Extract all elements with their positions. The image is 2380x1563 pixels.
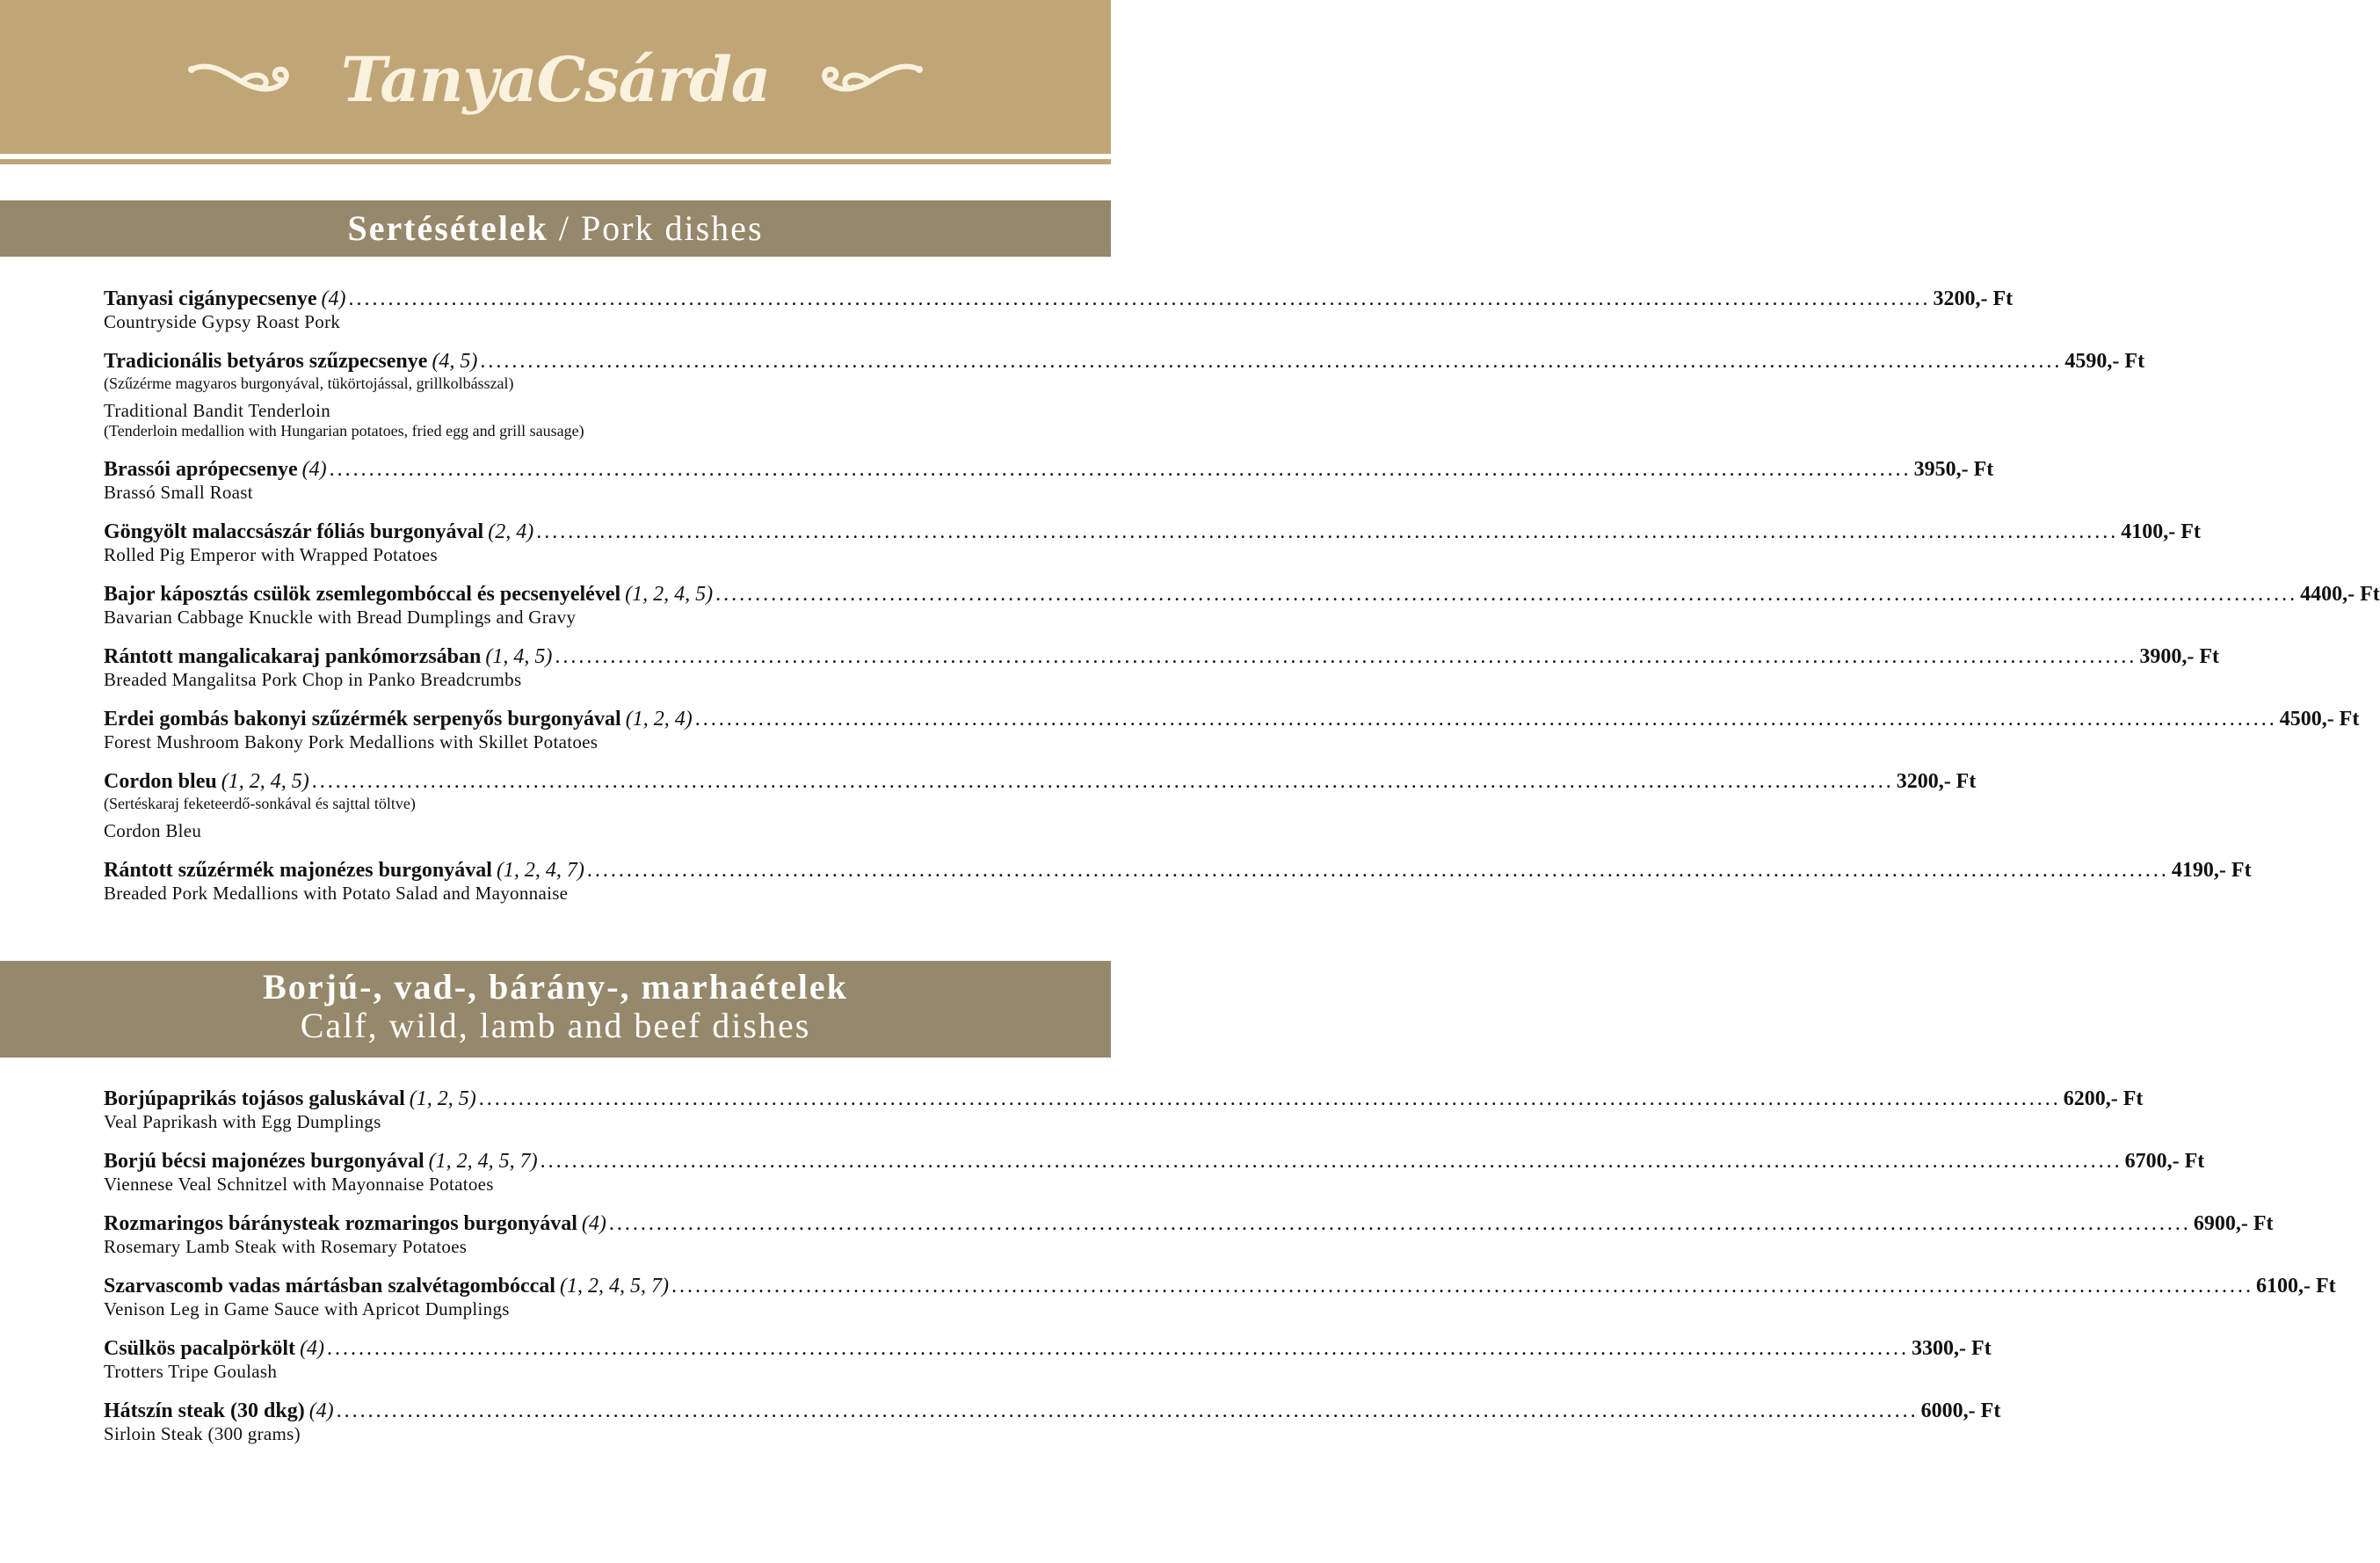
menu-item-line (104, 1399, 2001, 1423)
menu-item (104, 1149, 2205, 1195)
menu-item-line (104, 1087, 2144, 1111)
dish-price: 4400,- Ft (2300, 583, 2380, 606)
dot-leader: ........................................................................................................................................................................................................ (555, 645, 2137, 668)
dish-name: Hátszín steak (30 dkg) (104, 1399, 305, 1422)
dish-description-hu: (Szűzérme magyaros burgonyával, tükörtojással, grillkolbásszal) (104, 374, 514, 392)
dish-description-en: (Tenderloin medallion with Hungarian potatoes, fried egg and grill sausage) (104, 422, 584, 440)
allergen-codes: (1, 2, 4, 5, 7) (428, 1150, 538, 1173)
section-title-hu: Sertésételek (347, 208, 548, 248)
dot-leader: ........................................................................................................................................................................................................ (336, 1399, 1919, 1422)
allergen-codes: (4) (300, 1337, 325, 1360)
dish-name: Bajor káposztás csülök zsemlegombóccal és pecsenyelével (104, 583, 621, 606)
dot-leader: ........................................................................................................................................................................................................ (608, 1212, 2191, 1235)
dish-price: 6900,- Ft (2193, 1212, 2274, 1235)
dish-name: Csülkös pacalpörkölt (104, 1337, 296, 1360)
menu-item-line (104, 858, 2252, 883)
dish-name-en: Countryside Gypsy Roast Pork (104, 311, 341, 332)
dish-name: Brassói aprópecsenye (104, 458, 298, 481)
dot-leader: ........................................................................................................................................................................................................ (586, 859, 2169, 882)
dish-name-en: Rosemary Lamb Steak with Rosemary Potatoes (104, 1236, 468, 1257)
menu-item-line (104, 1211, 2274, 1236)
allergen-codes: (1, 2, 4) (625, 708, 693, 731)
left-flourish-icon (187, 57, 297, 101)
menu-item (104, 582, 2380, 628)
section-title-separator: / (558, 208, 570, 248)
menu-item (104, 1087, 2144, 1132)
menu-item (104, 769, 1977, 841)
section-title-en: Pork dishes (580, 208, 764, 248)
dish-name-en: Forest Mushroom Bakony Pork Medallions with Skillet Potatoes (104, 731, 599, 752)
dish-description-hu: (Sertéskaraj feketeerdő-sonkával és sajttal töltve) (104, 795, 416, 812)
allergen-codes: (1, 2, 4, 5, 7) (559, 1275, 669, 1298)
allergen-codes: (1, 2, 4, 5) (625, 583, 714, 606)
dish-name-en: Bavarian Cabbage Knuckle with Bread Dumplings and Gravy (104, 607, 577, 628)
dish-name-en: Veal Paprikash with Egg Dumplings (104, 1111, 381, 1132)
allergen-codes: (4) (301, 458, 327, 481)
brand-row (0, 35, 1111, 123)
dish-name-en: Viennese Veal Schnitzel with Mayonnaise Potatoes (104, 1174, 494, 1195)
menu-item (104, 287, 2014, 332)
dish-name: Szarvascomb vadas mártásban szalvétagombóccal (104, 1275, 555, 1298)
menu-item-line (104, 287, 2014, 311)
dish-name: Tradicionális betyáros szűzpecsenye (104, 350, 428, 373)
dot-leader: ........................................................................................................................................................................................................ (536, 520, 2119, 543)
menu-item-line (104, 644, 2219, 669)
dish-name: Erdei gombás bakonyi szűzérmék serpenyős burgonyával (104, 708, 621, 731)
dot-leader: ........................................................................................................................................................................................................ (671, 1275, 2253, 1298)
dish-price: 6700,- Ft (2124, 1150, 2205, 1173)
menu-item-line (104, 1336, 1992, 1361)
allergen-codes: (2, 4) (488, 520, 534, 543)
dish-name-en: Trotters Tripe Goulash (104, 1361, 278, 1382)
brand-title: TanyaCsárda (340, 42, 771, 116)
dish-name: Göngyölt malaccsászár fóliás burgonyával (104, 520, 484, 543)
menu-item-line (104, 457, 1994, 482)
menu-item (104, 457, 1994, 503)
dot-leader: ........................................................................................................................................................................................................ (715, 583, 2298, 606)
dish-name: Borjúpaprikás tojásos galuskával (104, 1087, 405, 1110)
dish-name: Rozmaringos báránysteak rozmaringos burgonyával (104, 1212, 577, 1235)
dot-leader: ........................................................................................................................................................................................................ (327, 1337, 1910, 1360)
dish-price: 3900,- Ft (2139, 645, 2219, 668)
dish-name-en: Venison Leg in Game Sauce with Apricot Dumplings (104, 1298, 510, 1319)
menu-item (104, 1399, 2001, 1444)
dish-name-en: Breaded Pork Medallions with Potato Salad and Mayonnaise (104, 883, 569, 904)
dish-price: 3300,- Ft (1912, 1337, 1992, 1360)
allergen-codes: (1, 2, 4, 5) (221, 770, 309, 793)
section-title-en: Calf, wild, lamb and beef dishes (300, 1006, 811, 1045)
dot-leader: ........................................................................................................................................................................................................ (329, 458, 1912, 481)
pork-menu-list (104, 287, 2380, 920)
dish-name: Borjú bécsi majonézes burgonyával (104, 1150, 424, 1173)
section-header-pork (0, 200, 1111, 257)
menu-item (104, 644, 2219, 690)
dish-price: 3950,- Ft (1913, 458, 1994, 481)
menu-item-line (104, 520, 2201, 544)
menu-item (104, 520, 2201, 565)
allergen-codes: (4) (308, 1399, 334, 1422)
allergen-codes: (1, 2, 5) (409, 1087, 476, 1110)
dish-name: Cordon bleu (104, 770, 217, 793)
menu-item-line (104, 769, 1977, 794)
menu-item (104, 1274, 2336, 1319)
menu-item-line (104, 582, 2380, 607)
menu-item (104, 707, 2360, 752)
allergen-codes: (4) (321, 287, 346, 310)
dish-price: 4190,- Ft (2171, 859, 2252, 882)
menu-item (104, 858, 2252, 904)
dot-leader: ........................................................................................................................................................................................................ (540, 1150, 2122, 1173)
dot-leader: ........................................................................................................................................................................................................ (478, 1087, 2061, 1110)
dish-name-en: Breaded Mangalitsa Pork Chop in Panko Breadcrumbs (104, 669, 522, 690)
right-flourish-icon (814, 57, 924, 101)
dish-price: 6000,- Ft (1920, 1399, 2001, 1422)
dish-price: 4590,- Ft (2064, 350, 2145, 373)
dish-name-en: Rolled Pig Emperor with Wrapped Potatoes (104, 544, 438, 565)
menu-item (104, 1336, 1992, 1382)
dot-leader: ........................................................................................................................................................................................................ (311, 770, 1894, 793)
meat-menu-list (104, 1087, 2336, 1461)
dish-name-en: Brassó Small Roast (104, 482, 253, 503)
section-title-hu: Borjú-, vad-, bárány-, marhaételek (263, 967, 848, 1007)
dish-price: 4100,- Ft (2121, 520, 2201, 543)
dish-price: 3200,- Ft (1896, 770, 1977, 793)
menu-item-line (104, 1274, 2336, 1298)
menu-item-line (104, 349, 2145, 374)
allergen-codes: (1, 4, 5) (485, 645, 553, 668)
allergen-codes: (1, 2, 4, 7) (496, 859, 584, 882)
dish-name-en: Sirloin Steak (300 grams) (104, 1423, 301, 1444)
menu-item-line (104, 1149, 2205, 1174)
dot-leader: ........................................................................................................................................................................................................ (480, 350, 2063, 373)
menu-item (104, 349, 2145, 440)
dish-name: Rántott mangalicakaraj pankómorzsában (104, 645, 482, 668)
dish-price: 6100,- Ft (2255, 1275, 2336, 1298)
dish-name-en: Cordon Bleu (104, 820, 202, 841)
allergen-codes: (4) (581, 1212, 606, 1235)
dish-name-en: Traditional Bandit Tenderloin (104, 400, 331, 421)
dish-name: Tanyasi cigánypecsenye (104, 287, 317, 310)
allergen-codes: (4, 5) (432, 350, 478, 373)
dish-price: 4500,- Ft (2279, 708, 2360, 731)
section-header-meat (0, 961, 1111, 1058)
dish-price: 6200,- Ft (2063, 1087, 2144, 1110)
dot-leader: ........................................................................................................................................................................................................ (348, 287, 1931, 310)
menu-item-line (104, 707, 2360, 731)
dish-name: Rántott szűzérmék majonézes burgonyával (104, 859, 492, 882)
menu-item (104, 1211, 2274, 1257)
dish-price: 3200,- Ft (1933, 287, 2014, 310)
dot-leader: ........................................................................................................................................................................................................ (694, 708, 2277, 731)
header-divider-line (0, 159, 1111, 164)
